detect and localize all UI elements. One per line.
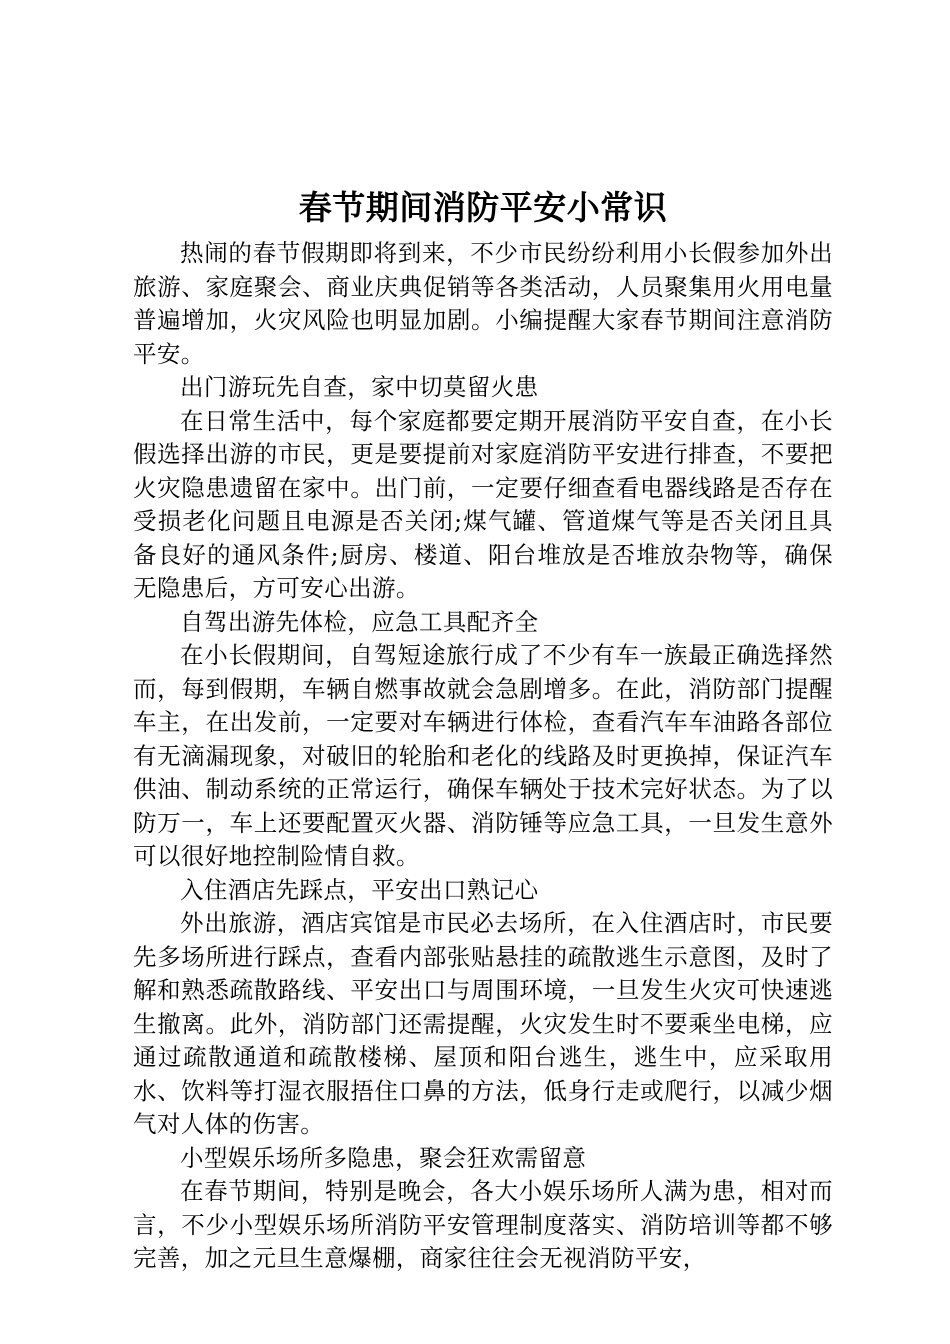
section-heading-home-check: 出门游玩先自查，家中切莫留火患 bbox=[180, 373, 539, 401]
intro-paragraph: 热闹的春节假期即将到来，不少市民纷纷利用小长假参加外出旅游、家庭聚会、商业庆典促销等各类活动，人员聚集用火用电量普遍增加，火灾风险也明显加剧。小编提醒大家春节期间注意消防平安。 bbox=[133, 239, 833, 368]
section-heading-self-drive: 自驾出游先体检，应急工具配齐全 bbox=[180, 607, 539, 636]
section-heading-entertainment: 小型娱乐场所多隐患，聚会狂欢需留意 bbox=[180, 1143, 587, 1172]
paragraph-hotel: 外出旅游，酒店宾馆是市民必去场所，在入住酒店时，市民要先多场所进行踩点，查看内部张贴悬挂的疏散逃生示意图，及时了解和熟悉疏散路线、平安出口与周围环境，一旦发生火灾可快速逃生撤离。此外，消防部门还需提醒，火灾发生时不要乘坐电梯，应通过疏散通道和疏散楼梯、屋顶和阳台逃生，逃生中，应采取用水、饮料等打湿衣服捂住口鼻的方法，低身行走或爬行，以减少烟气对人体的伤害。 bbox=[133, 909, 833, 1138]
paragraph-self-drive: 在小长假期间，自驾短途旅行成了不少有车一族最正确选择然而，每到假期，车辆自燃事故就会急剧增多。在此，消防部门提醒车主，在出发前，一定要对车辆进行体检，查看汽车车油路各部位有无滴漏现象，对破旧的轮胎和老化的线路及时更换掉，保证汽车供油、制动系统的正常运行，确保车辆处于技术完好状态。为了以防万一，车上还要配置灭火器、消防锤等应急工具，一旦发生意外可以很好地控制险情自救。 bbox=[133, 641, 833, 870]
document-body bbox=[133, 183, 833, 1276]
section-heading-hotel: 入住酒店先踩点，平安出口熟记心 bbox=[180, 875, 539, 904]
document-title: 春节期间消防平安小常识 bbox=[298, 188, 668, 227]
paragraph-entertainment: 在春节期间，特别是晚会，各大小娱乐场所人满为患，相对而言，不少小型娱乐场所消防平安管理制度落实、消防培训等都不够完善，加之元旦生意爆棚，商家往往会无视消防平安， bbox=[133, 1177, 833, 1272]
paragraph-home-check: 在日常生活中，每个家庭都要定期开展消防平安自查，在小长假选择出游的市民，更是要提前对家庭消防平安进行排查，不要把火灾隐患遗留在家中。出门前，一定要仔细查看电器线路是否存在受损老化问题且电源是否关闭;煤气罐、管道煤气等是否关闭且具备良好的通风条件;厨房、楼道、阳台堆放是否堆放杂物等，确保无隐患后，方可安心出游。 bbox=[133, 406, 833, 602]
